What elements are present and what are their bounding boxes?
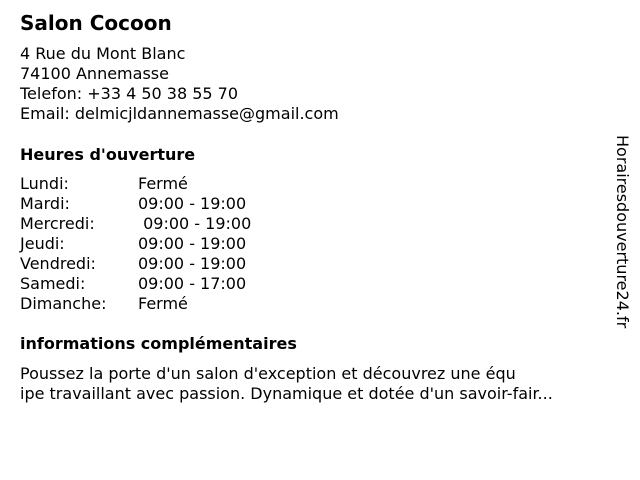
hours-heading: Heures d'ouverture: [20, 145, 196, 164]
salon-name: Salon Cocoon: [20, 11, 172, 35]
time-value: 09:00 - 19:00: [138, 254, 247, 273]
time-value: 09:00 - 19:00: [138, 234, 247, 253]
address-street: 4 Rue du Mont Blanc: [20, 44, 186, 63]
day-label: Mercredi:: [20, 214, 95, 233]
time-value: 09:00 - 19:00: [138, 214, 252, 233]
info-heading: informations complémentaires: [20, 334, 297, 353]
day-label: Samedi:: [20, 274, 86, 293]
time-value: 09:00 - 17:00: [138, 274, 247, 293]
day-label: Lundi:: [20, 174, 69, 193]
day-label: Vendredi:: [20, 254, 96, 273]
site-watermark: Horairesdouverture24.fr: [613, 135, 632, 329]
description-line: Poussez la porte d'un salon d'exception et découvrez une équ: [20, 364, 516, 383]
day-label: Mardi:: [20, 194, 70, 213]
hours-row-monday: [20, 174, 320, 194]
day-label: Dimanche:: [20, 294, 107, 313]
hours-row-saturday: [20, 274, 320, 294]
opening-hours-table: [20, 174, 320, 314]
day-label: Jeudi:: [20, 234, 65, 253]
time-value: Fermé: [138, 294, 188, 313]
time-value: 09:00 - 19:00: [138, 194, 247, 213]
email-address: Email: delmicjldannemasse@gmail.com: [20, 104, 339, 123]
hours-row-wednesday: [20, 214, 320, 234]
time-value: Fermé: [138, 174, 188, 193]
hours-row-tuesday: [20, 194, 320, 214]
phone-number: Telefon: +33 4 50 38 55 70: [20, 84, 239, 103]
contact-block: [20, 44, 339, 124]
hours-row-sunday: [20, 294, 320, 314]
salon-description: [20, 364, 610, 404]
description-line: ipe travaillant avec passion. Dynamique et dotée d'un savoir-fair...: [20, 384, 553, 403]
hours-row-friday: [20, 254, 320, 274]
hours-row-thursday: [20, 234, 320, 254]
address-city: 74100 Annemasse: [20, 64, 169, 83]
